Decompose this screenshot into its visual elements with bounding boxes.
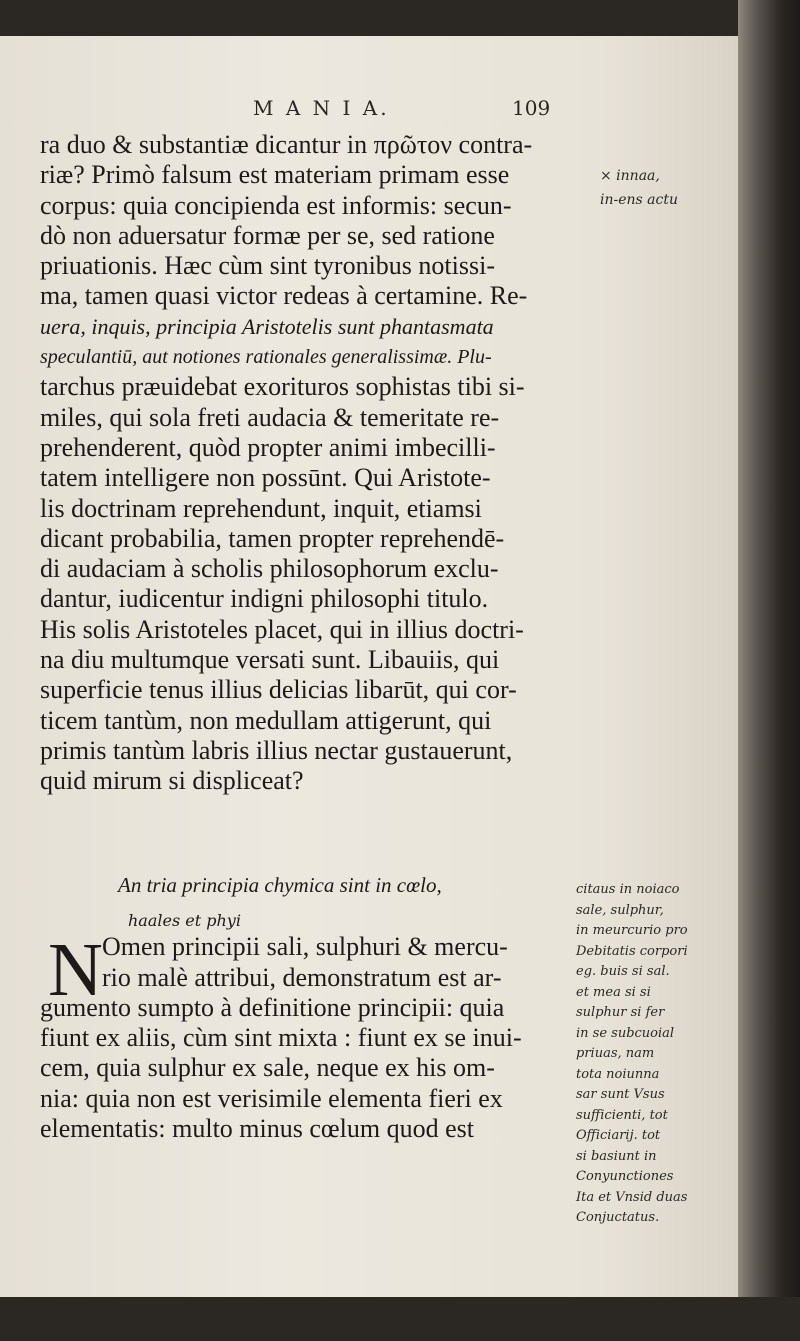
margin-note-line: citaus in noiaco — [576, 882, 680, 897]
drop-cap: N — [48, 928, 103, 1013]
text-line: fiunt ex aliis, cùm sint mixta : fiunt ex se inui- — [40, 1023, 522, 1053]
margin-note-line: Ita et Vnsid duas — [576, 1189, 688, 1205]
page-number: 109 — [512, 96, 551, 120]
text-line: quid mirum si displiceat? — [40, 766, 304, 796]
running-header — [253, 96, 551, 120]
text-line: ma, tamen quasi victor redeas à certamine. Re- — [40, 281, 528, 311]
section-heading: An tria principia chymica sint in cœlo, — [118, 873, 442, 897]
text-line: elementatis: multo minus cœlum quod est — [40, 1114, 475, 1144]
margin-note-line: et mea si si — [576, 984, 651, 1000]
scan-border-top — [0, 0, 800, 36]
margin-note-line: × innaa, — [600, 168, 660, 184]
margin-note-line: in se subcuoial — [576, 1025, 675, 1041]
text-line: riæ? Primò falsum est materiam primam esse — [40, 160, 510, 190]
text-line: dantur, iudicentur indigni philosophi titulo. — [40, 584, 489, 614]
text-line: rio malè attribui, demonstratum est ar- — [102, 962, 502, 992]
text-line: na diu multumque versati sunt. Libauiis, qui — [40, 645, 500, 675]
margin-note-line: in-ens actu — [600, 192, 678, 208]
text-line: speculantiū, aut notiones rationales generalissimæ. Plu- — [40, 346, 492, 369]
text-line: dò non aduersatur formæ per se, sed ratione — [40, 220, 495, 250]
margin-note-line: Conjuctatus. — [576, 1210, 660, 1225]
margin-note-line: eg. buis si sal. — [576, 964, 670, 979]
margin-note-line: Debitatis corpori — [576, 943, 688, 959]
text-line: lis doctrinam reprehendunt, inquit, etiamsi — [40, 493, 482, 523]
text-line: ra duo & substantiæ dicantur in πρῶτον contra- — [40, 130, 533, 159]
text-line: dicant probabilia, tamen propter reprehendē- — [40, 523, 505, 553]
text-line: tarchus præuidebat exorituros sophistas tibi si- — [40, 372, 525, 402]
running-title: M A N I A. — [253, 96, 390, 120]
margin-note-line: in meurcurio pro — [576, 923, 688, 938]
text-line: corpus: quia concipienda est informis: secun- — [40, 190, 512, 220]
text-line: His solis Aristoteles placet, qui in illius doctri- — [40, 614, 524, 644]
scan-border-right — [738, 0, 800, 1341]
margin-note-line: tota noiunna — [576, 1066, 660, 1082]
text-line: di audaciam à scholis philosophorum exclu- — [40, 554, 499, 584]
section-paragraph — [40, 928, 610, 1144]
text-line: cem, quia sulphur ex sale, neque ex his om- — [40, 1053, 495, 1083]
text-line: miles, qui sola freti audacia & temeritate re- — [40, 402, 500, 432]
margin-note-line: sar sunt Vsus — [576, 1087, 665, 1102]
text-line: prehenderent, quòd propter animi imbecilli- — [40, 432, 496, 462]
handwritten-insert: haales et phyi — [128, 911, 241, 931]
main-paragraph — [40, 130, 600, 797]
margin-note-line: Conyunctiones — [576, 1169, 674, 1184]
margin-note-top — [600, 164, 678, 212]
margin-note-line: Officiarij. tot — [576, 1128, 661, 1143]
text-line: tatem intelligere non possūnt. Qui Aristote- — [40, 463, 491, 493]
scan-border-bottom — [0, 1297, 800, 1341]
text-line: Omen principii sali, sulphuri & mercu- — [102, 932, 508, 962]
text-line: uera, inquis, principia Aristotelis sunt phantasmata — [40, 313, 494, 339]
text-line: primis tantùm labris illius nectar gustauerunt, — [40, 735, 513, 765]
margin-note-line: sulphur si fer — [576, 1005, 665, 1020]
margin-note-line: sufficienti, tot — [576, 1107, 668, 1123]
section-block — [40, 870, 610, 1144]
margin-note-line: priuas, nam — [576, 1046, 655, 1061]
text-line: ticem tantùm, non medullam attigerunt, qui — [40, 705, 492, 735]
text-line: priuationis. Hæc cùm sint tyronibus notissi- — [40, 251, 495, 281]
text-line: superficie tenus illius delicias libarūt, qui cor- — [40, 675, 517, 705]
handwritten-margin-notes — [576, 880, 744, 1229]
margin-note-line: sale, sulphur, — [576, 902, 664, 918]
text-line: nia: quia non est verisimile elementa fieri ex — [40, 1083, 503, 1113]
margin-note-line: si basiunt in — [576, 1148, 657, 1164]
text-line: gumento sumpto à definitione principii: quia — [40, 992, 505, 1022]
